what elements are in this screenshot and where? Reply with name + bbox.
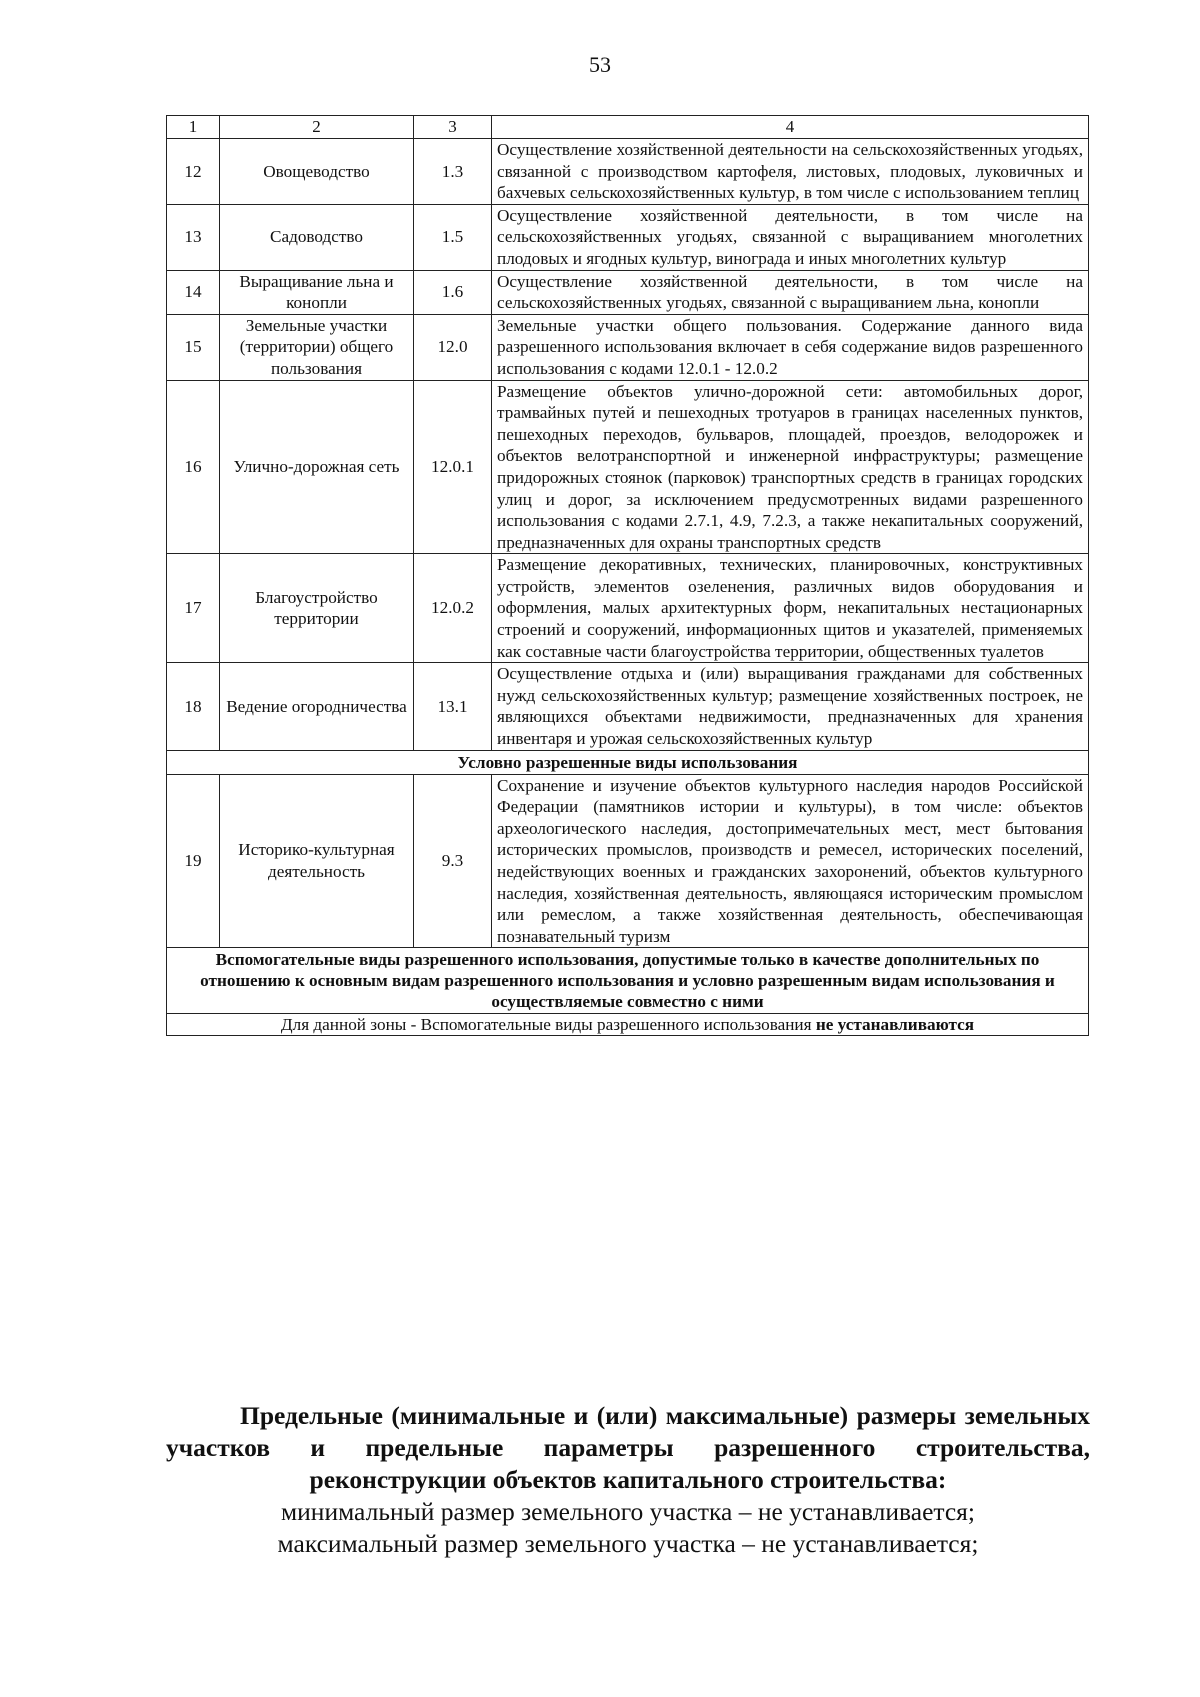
row-number: 14 [167,270,220,314]
table-row [167,663,1089,750]
table-header-row [167,116,1089,139]
use-type-description: Осуществление хозяйственной деятельности на сельскохозяйственных угодьях, связанной с производством картофеля, листовых, плодовых, луковичных и бахчевых сельскохозяйственных культур, в том числе с использованием теплиц [492,139,1089,205]
table-row [167,270,1089,314]
auxiliary-note-row [167,1014,1089,1036]
use-type-code: 9.3 [414,774,492,948]
use-type-description: Размещение декоративных, технических, планировочных, конструктивных устройств, элементов озеленения, различных видов оборудования и оформления, малых архитектурных форм, некапитальных нестационарных строений и сооружений, информационных щитов и указателей, применяемых как составные части благоустройства территории, общественных туалетов [492,554,1089,663]
header-cell: 4 [492,116,1089,139]
use-type-code: 1.6 [414,270,492,314]
min-size-line: минимальный размер земельного участка – не устанавливается; [281,1497,975,1526]
header-cell: 2 [220,116,414,139]
section-row-conditional [167,750,1089,774]
table-row [167,314,1089,380]
row-number: 15 [167,314,220,380]
row-number: 17 [167,554,220,663]
header-cell: 3 [414,116,492,139]
table-row [167,380,1089,554]
use-type-code: 12.0.1 [414,380,492,554]
use-type-code: 1.3 [414,139,492,205]
section-title-conditional: Условно разрешенные виды использования [167,750,1089,774]
use-type-description: Осуществление хозяйственной деятельности, в том числе на сельскохозяйственных угодьях, связанной с выращиванием льна, конопли [492,270,1089,314]
table-row [167,204,1089,270]
limits-heading: Предельные (минимальные и (или) максимальные) размеры земельных участков и предельные параметры разрешенного строительства, реконструкции объектов капитального строительства: [166,1401,1090,1494]
row-number: 12 [167,139,220,205]
use-type-description: Осуществление хозяйственной деятельности, в том числе на сельскохозяйственных угодьях, связанной с выращиванием многолетних плодовых и ягодных культур, винограда и иных многолетних культур [492,204,1089,270]
use-type-name: Земельные участки (территории) общего пользования [220,314,414,380]
auxiliary-note [167,1014,1089,1036]
note-text: Для данной зоны - Вспомогательные виды разрешенного использования [280,1015,812,1035]
use-type-code: 1.5 [414,204,492,270]
use-type-code: 13.1 [414,663,492,750]
limits-section [166,1400,1090,1560]
land-use-table [166,115,1089,1036]
table-body [167,116,1089,1036]
table-row [167,139,1089,205]
section-title-auxiliary: Вспомогательные виды разрешенного использования, допустимые только в качестве дополнительных по отношению к основным видам разрешенного использования и условно разрешенным видам использования и осуществляемые совместно с ними [167,948,1089,1014]
use-type-name: Садоводство [220,204,414,270]
use-type-name: Ведение огородничества [220,663,414,750]
table-row [167,554,1089,663]
use-type-name: Историко-культурная деятельность [220,774,414,948]
table-row [167,774,1089,948]
page-number: 53 [589,52,611,77]
use-type-code: 12.0.2 [414,554,492,663]
max-size-line: максимальный размер земельного участка – не устанавливается; [277,1529,979,1558]
use-type-name: Овощеводство [220,139,414,205]
use-type-code: 12.0 [414,314,492,380]
use-type-name: Благоустройство территории [220,554,414,663]
row-number: 19 [167,774,220,948]
row-number: 16 [167,380,220,554]
use-type-name: Улично-дорожная сеть [220,380,414,554]
row-number: 13 [167,204,220,270]
header-cell: 1 [167,116,220,139]
section-row-auxiliary [167,948,1089,1014]
note-emphasis: не устанавливаются [815,1015,975,1035]
row-number: 18 [167,663,220,750]
use-type-name: Выращивание льна и конопли [220,270,414,314]
use-type-description: Земельные участки общего пользования. Содержание данного вида разрешенного использования включает в себя содержание видов разрешенного использования с кодами 12.0.1 - 12.0.2 [492,314,1089,380]
use-type-description: Осуществление отдыха и (или) выращивания гражданами для собственных нужд сельскохозяйственных культур; размещение хозяйственных построек, не являющихся объектами недвижимости, предназначенных для хранения инвентаря и урожая сельскохозяйственных культур [492,663,1089,750]
use-type-description: Сохранение и изучение объектов культурного наследия народов Российской Федерации (памятников истории и культуры), в том числе: объектов археологического наследия, достопримечательных мест, мест бытования исторических промыслов, производств и ремесел, исторических поселений, недействующих военных и гражданских захоронений, объектов культурного наследия, хозяйственная деятельность, являющаяся историческим промыслом или ремеслом, а также хозяйственная деятельность, обеспечивающая познавательный туризм [492,774,1089,948]
use-type-description: Размещение объектов улично-дорожной сети: автомобильных дорог, трамвайных путей и пешеходных тротуаров в границах населенных пунктов, пешеходных переходов, бульваров, площадей, проездов, велодорожек и объектов велотранспортной и инженерной инфраструктуры; размещение придорожных стоянок (парковок) транспортных средств в границах городских улиц и дорог, за исключением предусмотренных видами разрешенного использования с кодами 2.7.1, 4.9, 7.2.3, а также некапитальных сооружений, предназначенных для охраны транспортных средств [492,380,1089,554]
